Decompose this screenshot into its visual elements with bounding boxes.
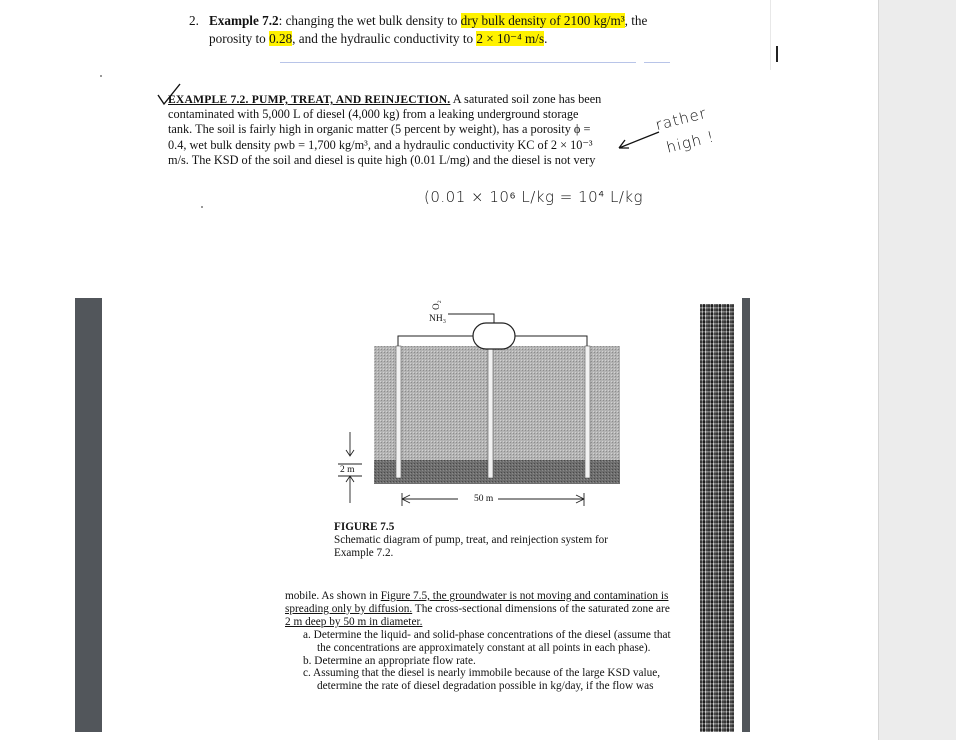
text-cursor xyxy=(776,46,778,62)
contaminated-layer xyxy=(374,460,620,484)
example-line-2: contaminated with 5,000 L of diesel (4,000 kg) from a leaking underground storage xyxy=(168,107,579,122)
well-right xyxy=(585,346,590,478)
schematic-svg xyxy=(330,298,650,523)
continuation-text-b: The cross-sectional dimensions of the saturated zone are xyxy=(412,602,670,615)
label-nh3: NH₃ xyxy=(429,314,447,324)
page-edge-rule xyxy=(770,0,771,70)
underlined-text-2: spreading only by diffusion. xyxy=(285,602,413,615)
continuation-line-2 xyxy=(285,603,675,616)
example-line-3: tank. The soil is fairly high in organic matter (5 percent by weight), has a porosity ϕ = xyxy=(168,122,591,137)
highlight-conductivity: 2 × 10⁻⁴ m/s xyxy=(476,31,545,46)
item2-text-porosity: porosity to xyxy=(209,31,270,46)
caption-title: FIGURE 7.5 xyxy=(334,521,395,533)
right-sidebar-panel[interactable] xyxy=(878,0,956,740)
example-line-1 xyxy=(168,92,620,107)
scan-speck xyxy=(100,75,102,77)
question-a: a. Determine the liquid- and solid-phase concentrations of the diesel (assume that xyxy=(303,628,671,641)
underlined-text-3: 2 m deep by 50 m in diameter. xyxy=(285,615,423,628)
highlight-dry-bulk-density: dry bulk density of 2100 kg/m³ xyxy=(460,13,625,28)
item2-line1 xyxy=(209,12,647,30)
question-a-cont: the concentrations are approximately constant at all points in each phase). xyxy=(317,641,651,654)
handwritten-arrow-icon xyxy=(615,128,661,152)
caption-line-2: Example 7.2. xyxy=(334,547,394,559)
example-title: EXAMPLE 7.2. PUMP, TREAT, AND REINJECTION. xyxy=(168,93,451,106)
question-c: c. Assuming that the diesel is nearly immobile because of the large KSD value, xyxy=(303,667,661,680)
treatment-unit xyxy=(473,323,515,349)
item2-period: . xyxy=(544,31,548,46)
scan-left-border xyxy=(75,298,102,732)
highlight-porosity: 0.28 xyxy=(269,31,293,46)
figure-7-5-diagram xyxy=(330,298,650,523)
example-line-4: 0.4, wet bulk density ρwb = 1,700 kg/m³, and a hydraulic conductivity KC of 2 × 10⁻³ xyxy=(168,137,593,152)
label-width: 50 m xyxy=(474,494,494,504)
handwritten-note-high: high ! xyxy=(664,127,717,157)
label-depth: 2 m xyxy=(340,465,355,475)
continuation-line-1 xyxy=(285,590,675,603)
scan-binding-noise xyxy=(700,304,734,732)
item2-text-end: , the xyxy=(624,13,648,28)
underlined-text-1: Figure 7.5, the groundwater is not moving and contamination is xyxy=(380,590,669,602)
handwritten-equation: (0.01 × 10⁶ L/kg = 10⁴ L/kg xyxy=(424,188,644,206)
example-label: Example 7.2 xyxy=(209,13,279,28)
continuation-text xyxy=(285,590,675,693)
handwritten-note-rather: rather xyxy=(653,103,709,135)
list-number: 2. xyxy=(189,13,199,28)
separator-line xyxy=(280,62,636,63)
example-text: A saturated soil zone has been xyxy=(450,92,602,106)
figure-caption xyxy=(334,521,634,560)
continuation-text-a: mobile. As shown in xyxy=(285,590,381,602)
well-left xyxy=(396,346,401,478)
feed-line xyxy=(448,314,494,323)
question-b: b. Determine an appropriate flow rate. xyxy=(303,654,476,667)
item2-text: : changing the wet bulk density to xyxy=(278,13,461,28)
question-c-cont: determine the rate of diesel degradation possible in kg/day, if the flow was xyxy=(317,680,654,693)
item2-line2 xyxy=(209,30,547,48)
scan-right-border xyxy=(742,298,750,732)
separator-line-short xyxy=(644,62,670,63)
item2-text-mid: , and the hydraulic conductivity to xyxy=(292,31,477,46)
label-o2: O₂ xyxy=(430,300,441,310)
caption-line-1: Schematic diagram of pump, treat, and reinjection system for xyxy=(334,534,609,546)
example-line-5: m/s. The KSD of the soil and diesel is quite high (0.01 L/mg) and the diesel is not very xyxy=(168,152,596,167)
well-center xyxy=(488,346,493,478)
example-7-2-text xyxy=(168,92,620,168)
scan-speck xyxy=(201,206,203,208)
